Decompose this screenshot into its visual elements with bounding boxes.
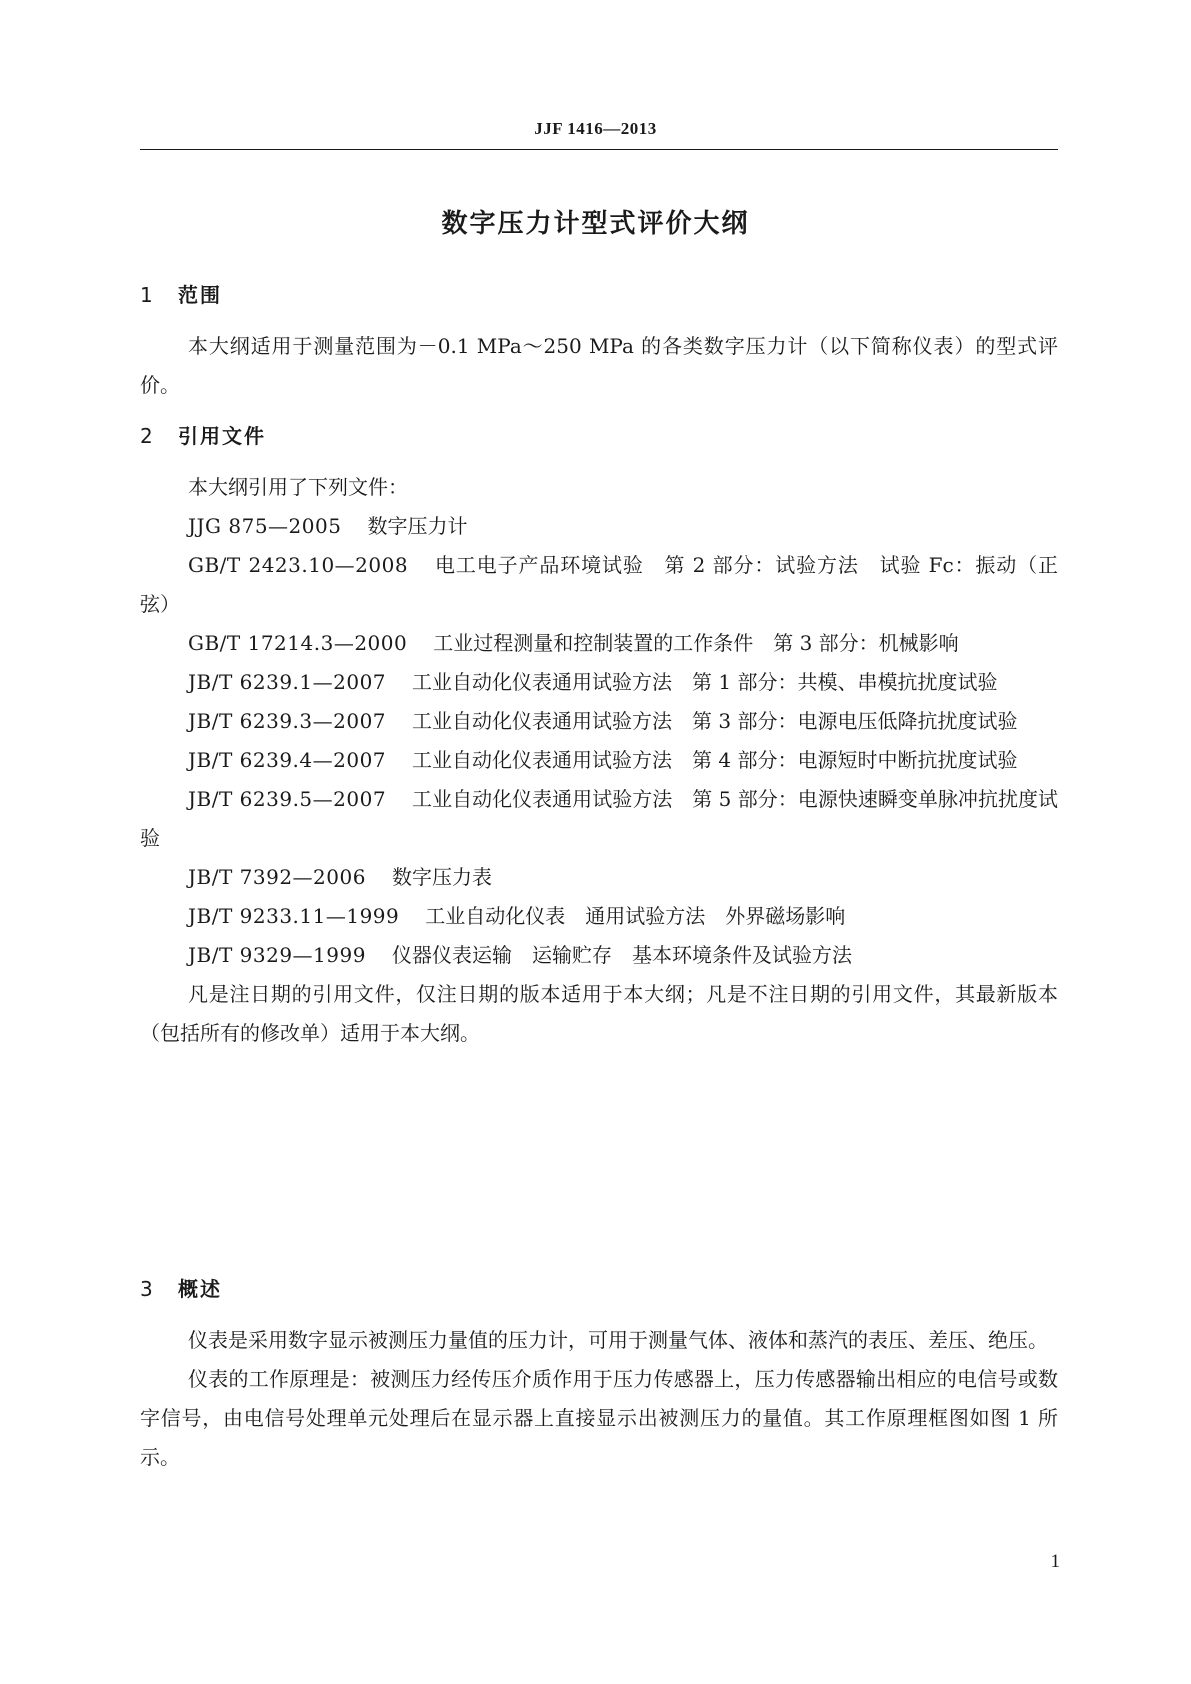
reference-code: JB/T 6239.3—2007 bbox=[188, 709, 387, 733]
page-number: 1 bbox=[1050, 1551, 1060, 1572]
section-2-heading bbox=[140, 422, 266, 450]
reference-title: 工业过程测量和控制装置的工作条件 第 3 部分：机械影响 bbox=[433, 631, 959, 655]
reference-title: 工业自动化仪表通用试验方法 第 3 部分：电源电压低降抗扰度试验 bbox=[412, 709, 1018, 733]
scope-paragraph: 本大纲适用于测量范围为－0.1 MPa～250 MPa 的各类数字压力计（以下简称仪表）的型式评价。 bbox=[140, 334, 1058, 397]
section-1-heading bbox=[140, 281, 222, 309]
section-1-body bbox=[140, 327, 1058, 405]
reference-title: 工业自动化仪表通用试验方法 第 1 部分：共模、串模抗扰度试验 bbox=[412, 670, 998, 694]
reference-item bbox=[140, 897, 1058, 936]
reference-code: JB/T 6239.5—2007 bbox=[188, 787, 387, 811]
reference-title: 工业自动化仪表通用试验方法 第 5 部分：电源快速瞬变单脉冲抗扰度试验 bbox=[140, 787, 1058, 850]
reference-item bbox=[140, 741, 1058, 780]
reference-code: JB/T 9329—1999 bbox=[188, 943, 366, 967]
reference-code: GB/T 17214.3—2000 bbox=[188, 631, 408, 655]
reference-code: JJG 875—2005 bbox=[188, 514, 342, 538]
overview-paragraph-2: 仪表的工作原理是：被测压力经传压介质作用于压力传感器上，压力传感器输出相应的电信号或数字信号，由电信号处理单元处理后在显示器上直接显示出被测压力的量值。其工作原理框图如图 1 所示。 bbox=[140, 1367, 1058, 1469]
reference-item bbox=[140, 702, 1058, 741]
section-title: 引用文件 bbox=[178, 424, 266, 448]
reference-code: JB/T 7392—2006 bbox=[188, 865, 366, 889]
reference-item bbox=[140, 663, 1058, 702]
section-title: 范围 bbox=[178, 283, 222, 307]
section-number: 2 bbox=[140, 424, 153, 448]
section-3-body bbox=[140, 1321, 1058, 1477]
reference-title: 工业自动化仪表通用试验方法 第 4 部分：电源短时中断抗扰度试验 bbox=[412, 748, 1018, 772]
references-intro: 本大纲引用了下列文件： bbox=[188, 475, 408, 499]
reference-title: 工业自动化仪表 通用试验方法 外界磁场影响 bbox=[425, 904, 846, 928]
section-number: 3 bbox=[140, 1277, 153, 1301]
reference-code: JB/T 6239.1—2007 bbox=[188, 670, 387, 694]
section-3-heading bbox=[140, 1275, 222, 1303]
reference-title: 数字压力计 bbox=[367, 514, 468, 538]
reference-item bbox=[140, 624, 1058, 663]
reference-item bbox=[140, 507, 1058, 546]
references-note: 凡是注日期的引用文件，仅注日期的版本适用于本大纲；凡是不注日期的引用文件，其最新版本（包括所有的修改单）适用于本大纲。 bbox=[140, 982, 1058, 1045]
document-title: 数字压力计型式评价大纲 bbox=[441, 209, 750, 239]
section-title: 概述 bbox=[178, 1277, 222, 1301]
references-list bbox=[140, 468, 1058, 1053]
reference-title: 电工电子产品环境试验 第 2 部分：试验方法 试验 Fc：振动（正弦） bbox=[140, 553, 1059, 616]
overview-paragraph-1: 仪表是采用数字显示被测压力量值的压力计，可用于测量气体、液体和蒸汽的表压、差压、绝压。 bbox=[188, 1328, 1048, 1352]
reference-code: JB/T 6239.4—2007 bbox=[188, 748, 387, 772]
reference-item bbox=[140, 936, 1058, 975]
standard-code-header: JJF 1416—2013 bbox=[534, 119, 657, 138]
header-divider bbox=[140, 149, 1058, 150]
reference-item bbox=[140, 546, 1058, 624]
section-number: 1 bbox=[140, 283, 153, 307]
reference-code: JB/T 9233.11—1999 bbox=[188, 904, 400, 928]
reference-title: 仪器仪表运输 运输贮存 基本环境条件及试验方法 bbox=[391, 943, 852, 967]
reference-item bbox=[140, 780, 1058, 858]
reference-title: 数字压力表 bbox=[391, 865, 492, 889]
reference-code: GB/T 2423.10—2008 bbox=[188, 553, 409, 577]
reference-item bbox=[140, 858, 1058, 897]
